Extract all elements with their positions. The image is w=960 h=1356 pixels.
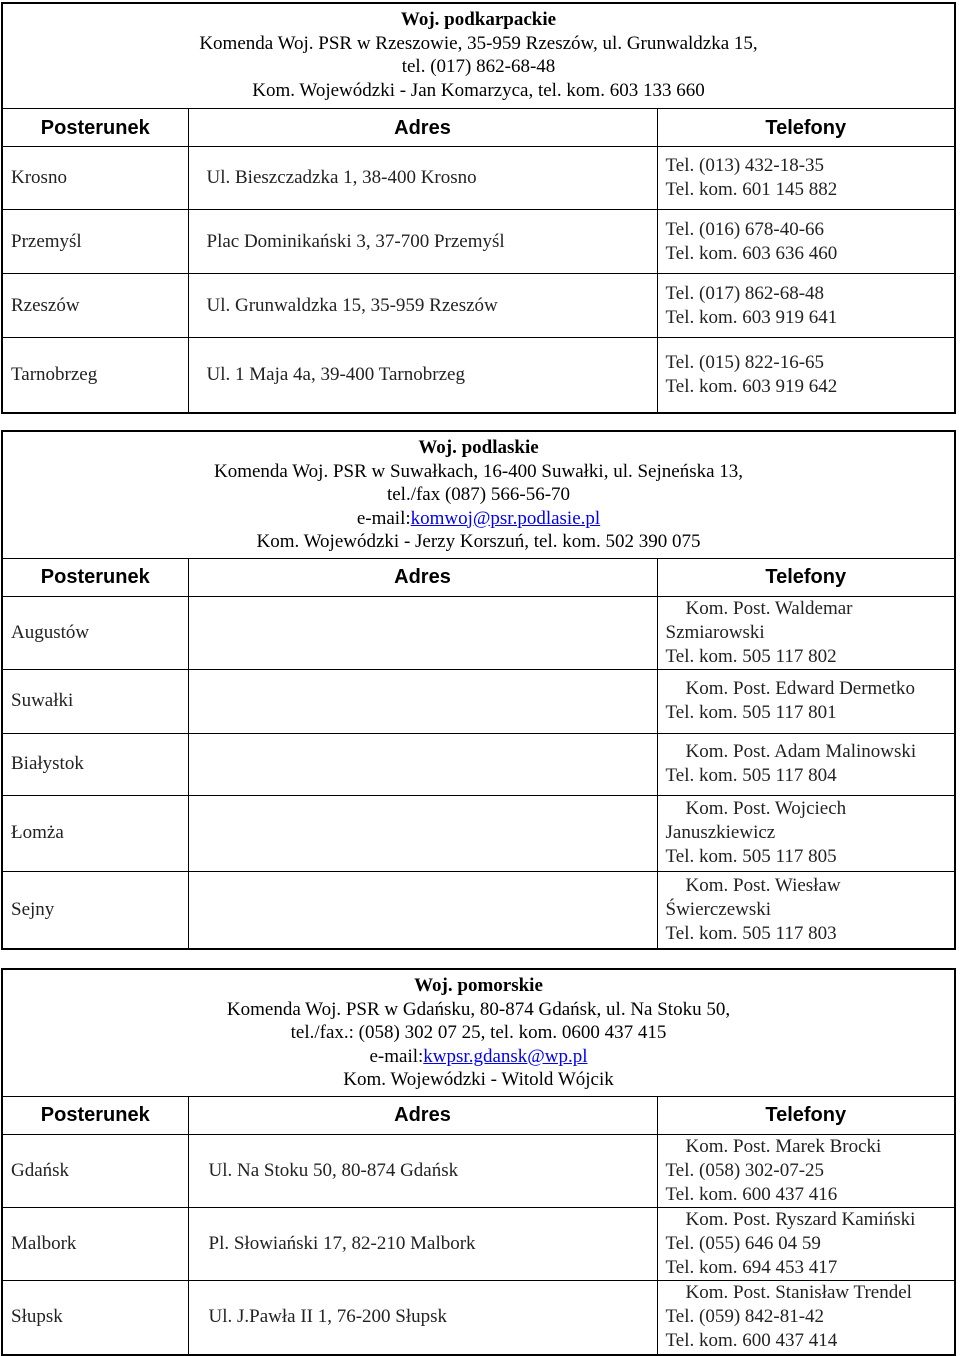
stations-table xyxy=(3,108,954,412)
stations-table xyxy=(3,558,954,949)
column-header-posterunek: Posterunek xyxy=(3,558,188,596)
station-phones xyxy=(657,871,954,948)
phone-line: Tel. kom. 603 636 460 xyxy=(665,242,838,264)
phone-line: Kom. Post. Adam Malinowski xyxy=(685,741,917,762)
column-header-adres: Adres xyxy=(188,109,657,147)
table-row xyxy=(3,147,954,210)
phone-line: Kom. Post. Wiesław xyxy=(685,874,841,896)
station-phones xyxy=(657,274,954,338)
station-phones xyxy=(657,596,954,669)
email-link[interactable]: kwpsr.gdansk@wp.pl xyxy=(423,1045,588,1067)
section-info-line: Komenda Woj. PSR w Gdańsku, 80-874 Gdańsk, ul. Na Stoku 50, xyxy=(226,998,731,1020)
section-email-line xyxy=(3,507,954,531)
section-info-line: Komenda Woj. PSR w Rzeszowie, 35-959 Rzeszów, ul. Grunwaldzka 15, xyxy=(199,32,758,54)
station-address: Ul. 1 Maja 4a, 39-400 Tarnobrzeg xyxy=(188,338,657,412)
email-prefix: e-mail: xyxy=(369,1045,424,1067)
phone-line: Kom. Post. Marek Brocki xyxy=(685,1135,882,1157)
section-title: Woj. podlaskie xyxy=(418,437,539,458)
table-row xyxy=(3,1207,954,1280)
table-row xyxy=(3,669,954,733)
phone-line: Tel. kom. 505 117 803 xyxy=(665,922,837,944)
table-row xyxy=(3,795,954,871)
section-header xyxy=(3,4,954,108)
stations-table xyxy=(3,1096,954,1355)
phone-line: Kom. Post. Waldemar xyxy=(685,597,853,619)
section-title: Woj. podkarpackie xyxy=(400,9,557,30)
section-info-line: tel./fax (087) 566-56-70 xyxy=(386,484,571,505)
station-name: Łomża xyxy=(3,795,188,871)
section-info-line: Kom. Wojewódzki - Witold Wójcik xyxy=(343,1069,614,1090)
station-name: Suwałki xyxy=(3,669,188,733)
station-name: Gdańsk xyxy=(3,1134,188,1207)
station-address: Ul. Grunwaldzka 15, 35-959 Rzeszów xyxy=(188,274,657,338)
phone-line: Tel. kom. 505 117 801 xyxy=(665,702,837,723)
table-row xyxy=(3,338,954,412)
phone-line: Tel. (055) 646 04 59 xyxy=(665,1232,821,1254)
phone-line: Tel. kom. 694 453 417 xyxy=(665,1256,838,1278)
station-phones xyxy=(657,1280,954,1354)
station-name: Białystok xyxy=(3,733,188,795)
station-phones xyxy=(657,147,954,210)
section-info-line: tel./fax.: (058) 302 07 25, tel. kom. 0600 437 415 xyxy=(290,1022,667,1043)
station-address: Pl. Słowiański 17, 82-210 Malbork xyxy=(188,1207,657,1280)
table-row xyxy=(3,871,954,948)
station-address xyxy=(188,795,657,871)
column-header-posterunek: Posterunek xyxy=(3,109,188,147)
phone-line: Tel. (059) 842-81-42 xyxy=(665,1306,825,1328)
phone-line: Kom. Post. Ryszard Kamiński xyxy=(685,1208,916,1230)
phone-line: Kom. Post. Edward Dermetko xyxy=(685,678,916,699)
station-name: Augustów xyxy=(3,596,188,669)
section-pomorskie xyxy=(1,968,956,1356)
phone-line: Kom. Post. Wojciech xyxy=(685,798,847,819)
section-info-line: Komenda Woj. PSR w Suwałkach, 16-400 Suwałki, ul. Sejneńska 13, xyxy=(213,460,744,482)
station-phones xyxy=(657,1207,954,1280)
column-header-row xyxy=(3,109,954,147)
station-phones xyxy=(657,338,954,412)
station-address xyxy=(188,669,657,733)
station-phones xyxy=(657,669,954,733)
station-name: Rzeszów xyxy=(3,274,188,338)
table-row xyxy=(3,1280,954,1354)
column-header-row xyxy=(3,558,954,596)
email-prefix: e-mail: xyxy=(356,507,411,529)
column-header-adres: Adres xyxy=(188,558,657,596)
section-info-line: Kom. Wojewódzki - Jerzy Korszuń, tel. kom. 502 390 075 xyxy=(256,531,701,552)
phone-line: Tel. kom. 603 919 642 xyxy=(665,375,838,397)
station-address xyxy=(188,871,657,948)
column-header-adres: Adres xyxy=(188,1096,657,1134)
station-address xyxy=(188,733,657,795)
section-info-line: tel. (017) 862-68-48 xyxy=(401,56,556,77)
table-row xyxy=(3,210,954,274)
phone-line: Tel. kom. 600 437 416 xyxy=(665,1183,838,1205)
phone-line: Tel. kom. 505 117 805 xyxy=(665,846,837,867)
station-address xyxy=(188,596,657,669)
phone-line: Tel. kom. 505 117 802 xyxy=(665,645,837,667)
station-name: Przemyśl xyxy=(3,210,188,274)
station-name: Krosno xyxy=(3,147,188,210)
station-address: Ul. Na Stoku 50, 80-874 Gdańsk xyxy=(188,1134,657,1207)
column-header-telefony: Telefony xyxy=(657,558,954,596)
table-row xyxy=(3,1134,954,1207)
phone-line: Januszkiewicz xyxy=(665,822,776,843)
phone-line: Tel. (017) 862-68-48 xyxy=(665,282,825,304)
section-title: Woj. pomorskie xyxy=(414,975,543,996)
table-row xyxy=(3,274,954,338)
section-header xyxy=(3,432,954,558)
phone-line: Tel. kom. 600 437 414 xyxy=(665,1330,838,1352)
station-phones xyxy=(657,210,954,274)
station-name: Słupsk xyxy=(3,1280,188,1354)
station-address: Ul. J.Pawła II 1, 76-200 Słupsk xyxy=(188,1280,657,1354)
station-name: Tarnobrzeg xyxy=(3,338,188,412)
table-row xyxy=(3,596,954,669)
station-name: Malbork xyxy=(3,1207,188,1280)
station-phones xyxy=(657,733,954,795)
station-address: Plac Dominikański 3, 37-700 Przemyśl xyxy=(188,210,657,274)
phone-line: Szmiarowski xyxy=(665,621,765,643)
section-podkarpackie xyxy=(1,2,956,414)
phone-line: Tel. kom. 505 117 804 xyxy=(665,765,837,786)
station-phones xyxy=(657,795,954,871)
column-header-telefony: Telefony xyxy=(657,109,954,147)
column-header-row xyxy=(3,1096,954,1134)
phone-line: Tel. kom. 603 919 641 xyxy=(665,306,838,328)
phone-line: Tel. (015) 822-16-65 xyxy=(665,351,825,373)
phone-line: Kom. Post. Stanisław Trendel xyxy=(685,1282,912,1304)
section-email-line xyxy=(3,1045,954,1069)
station-phones xyxy=(657,1134,954,1207)
station-address: Ul. Bieszczadzka 1, 38-400 Krosno xyxy=(188,147,657,210)
section-info-line: Kom. Wojewódzki - Jan Komarzyca, tel. kom. 603 133 660 xyxy=(252,79,705,101)
phone-line: Świerczewski xyxy=(665,898,772,920)
station-name: Sejny xyxy=(3,871,188,948)
phone-line: Tel. (016) 678-40-66 xyxy=(665,218,825,240)
column-header-posterunek: Posterunek xyxy=(3,1096,188,1134)
section-header xyxy=(3,970,954,1096)
phone-line: Tel. (013) 432-18-35 xyxy=(665,155,825,176)
phone-line: Tel. (058) 302-07-25 xyxy=(665,1159,825,1181)
email-link[interactable]: komwoj@psr.podlasie.pl xyxy=(410,507,601,529)
column-header-telefony: Telefony xyxy=(657,1096,954,1134)
section-podlaskie xyxy=(1,430,956,950)
phone-line: Tel. kom. 601 145 882 xyxy=(665,179,838,200)
table-row xyxy=(3,733,954,795)
